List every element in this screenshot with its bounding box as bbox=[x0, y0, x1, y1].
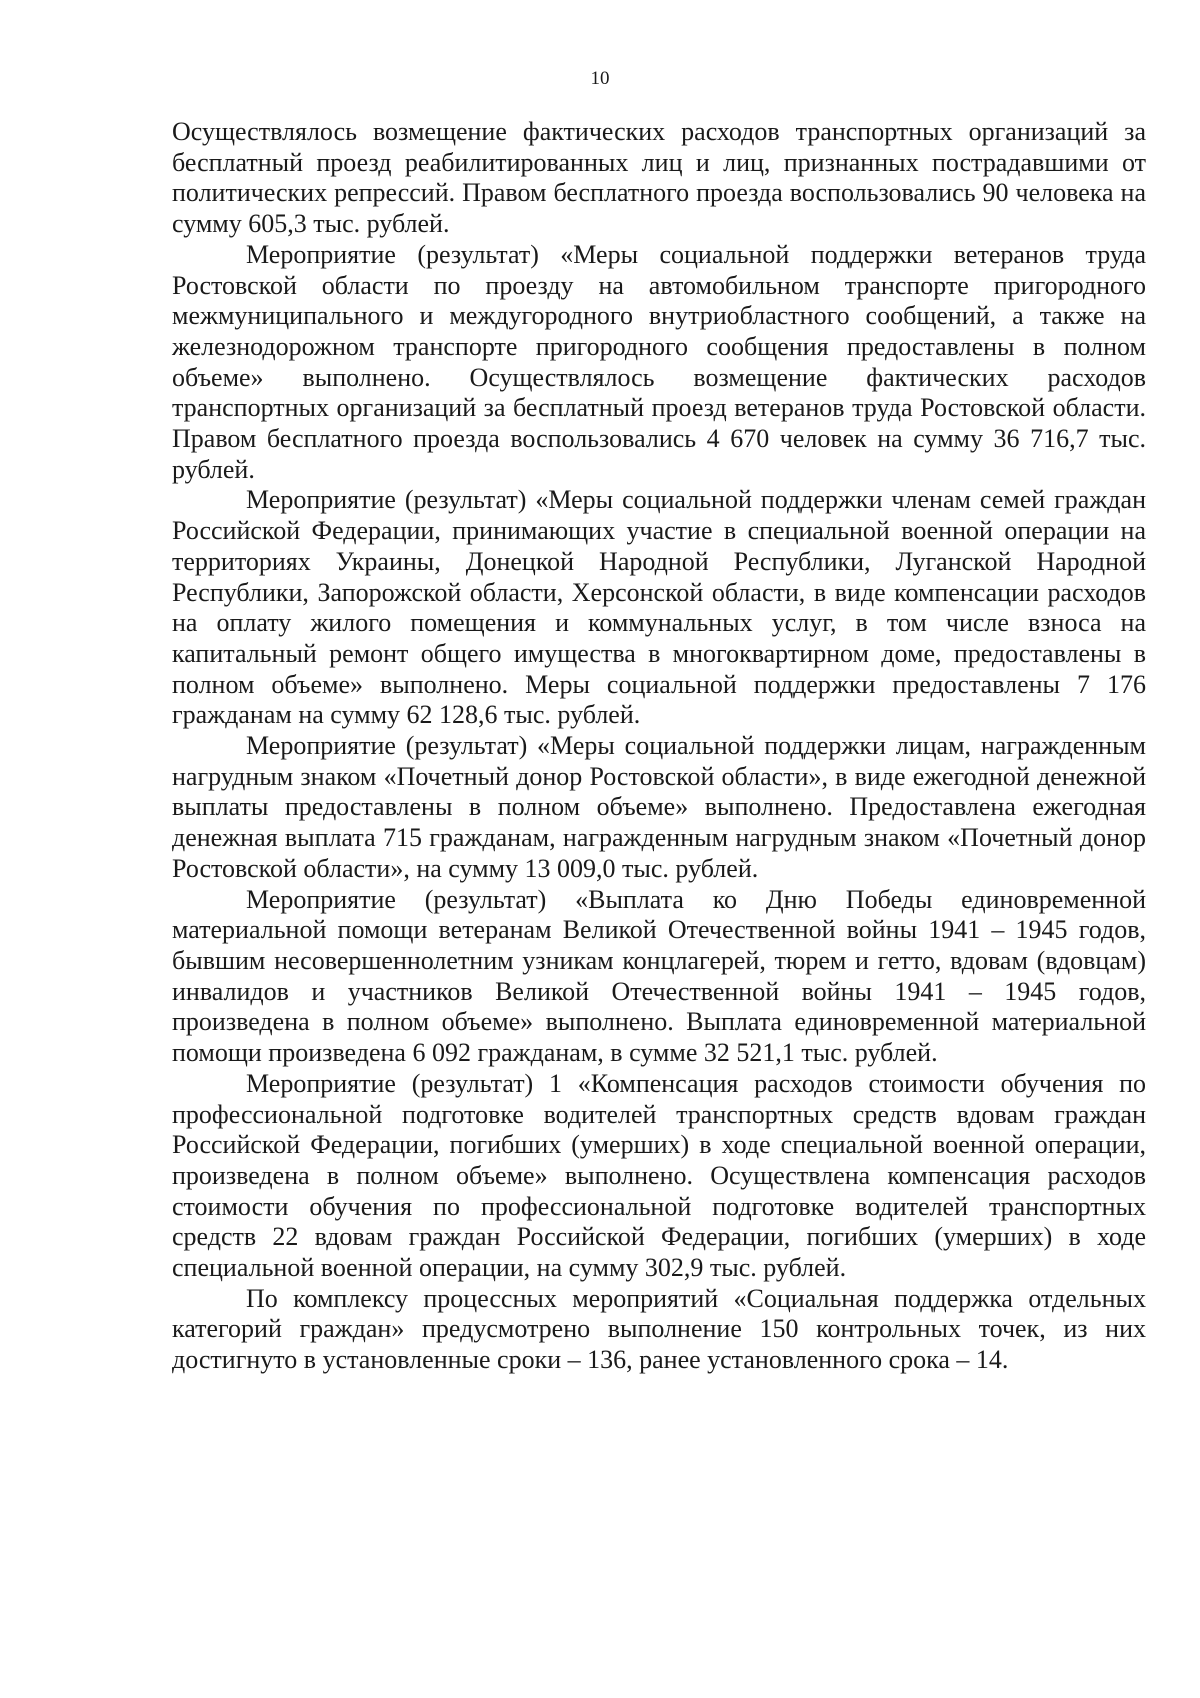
paragraph-veterans-of-labor-transport: Мероприятие (результат) «Меры социальной поддержки ветеранов труда Ростовской области по проезду на автомобильном транспорте пригородного межмуниципального и междугородного внутриобластного сообщений, а также на железнодорожном транспорте пригородного сообщения предоставлены в полном объеме» выполнено. Осуществлялось возмещение фактических расходов транспортных организаций за бесплатный проезд ветеранов труда Ростовской области. Правом бесплатного проезда воспользовались 4 670 человек на сумму 36 716,7 тыс. рублей. bbox=[172, 239, 1146, 484]
paragraph-victory-day-payment: Мероприятие (результат) «Выплата ко Дню Победы единовременной материальной помощи ветеранам Великой Отечественной войны 1941 – 1945 годов, бывшим несовершеннолетним узникам концлагерей, тюрем и гетто, вдовам (вдовцам) инвалидов и участников Великой Отечественной войны 1941 – 1945 годов, произведена в полном объеме» выполнено. Выплата единовременной материальной помощи произведена 6 092 гражданам, в сумме 32 521,1 тыс. рублей. bbox=[172, 884, 1146, 1068]
paragraph-driver-training-compensation: Мероприятие (результат) 1 «Компенсация расходов стоимости обучения по профессиональной подготовке водителей транспортных средств вдовам граждан Российской Федерации, погибших (умерших) в ходе специальной военной операции, произведена в полном объеме» выполнено. Осуществлена компенсация расходов стоимости обучения по профессиональной подготовке водителей транспортных средств 22 вдовам граждан Российской Федерации, погибших (умерших) в ходе специальной военной операции, на сумму 302,9 тыс. рублей. bbox=[172, 1068, 1146, 1283]
document-body bbox=[172, 117, 1146, 1376]
paragraph-control-points-summary: По комплексу процессных мероприятий «Социальная поддержка отдельных категорий граждан» предусмотрено выполнение 150 контрольных точек, из них достигнуто в установленные сроки – 136, ранее установленного срока – 14. bbox=[172, 1283, 1146, 1375]
paragraph-honorary-donor: Мероприятие (результат) «Меры социальной поддержки лицам, награжденным нагрудным знаком «Почетный донор Ростовской области», в виде ежегодной денежной выплаты предоставлены в полном объеме» выполнено. Предоставлена ежегодная денежная выплата 715 гражданам, награжденным нагрудным знаком «Почетный донор Ростовской области», на сумму 13 009,0 тыс. рублей. bbox=[172, 731, 1146, 883]
paragraph-continuation: Осуществлялось возмещение фактических расходов транспортных организаций за бесплатный проезд реабилитированных лиц и лиц, признанных пострадавшими от политических репрессий. Правом бесплатного проезда воспользовались 90 человека на сумму 605,3 тыс. рублей. bbox=[172, 117, 1146, 239]
page-number: 10 bbox=[590, 68, 610, 89]
paragraph-svo-families-housing: Мероприятие (результат) «Меры социальной поддержки членам семей граждан Российской Федерации, принимающих участие в специальной военной операции на территориях Украины, Донецкой Народной Республики, Луганской Народной Республики, Запорожской области, Херсонской области, в виде компенсации расходов на оплату жилого помещения и коммунальных услуг, в том числе взноса на капитальный ремонт общего имущества в многоквартирном доме, предоставлены в полном объеме» выполнено. Меры социальной поддержки предоставлены 7 176 гражданам на сумму 62 128,6 тыс. рублей. bbox=[172, 485, 1146, 730]
